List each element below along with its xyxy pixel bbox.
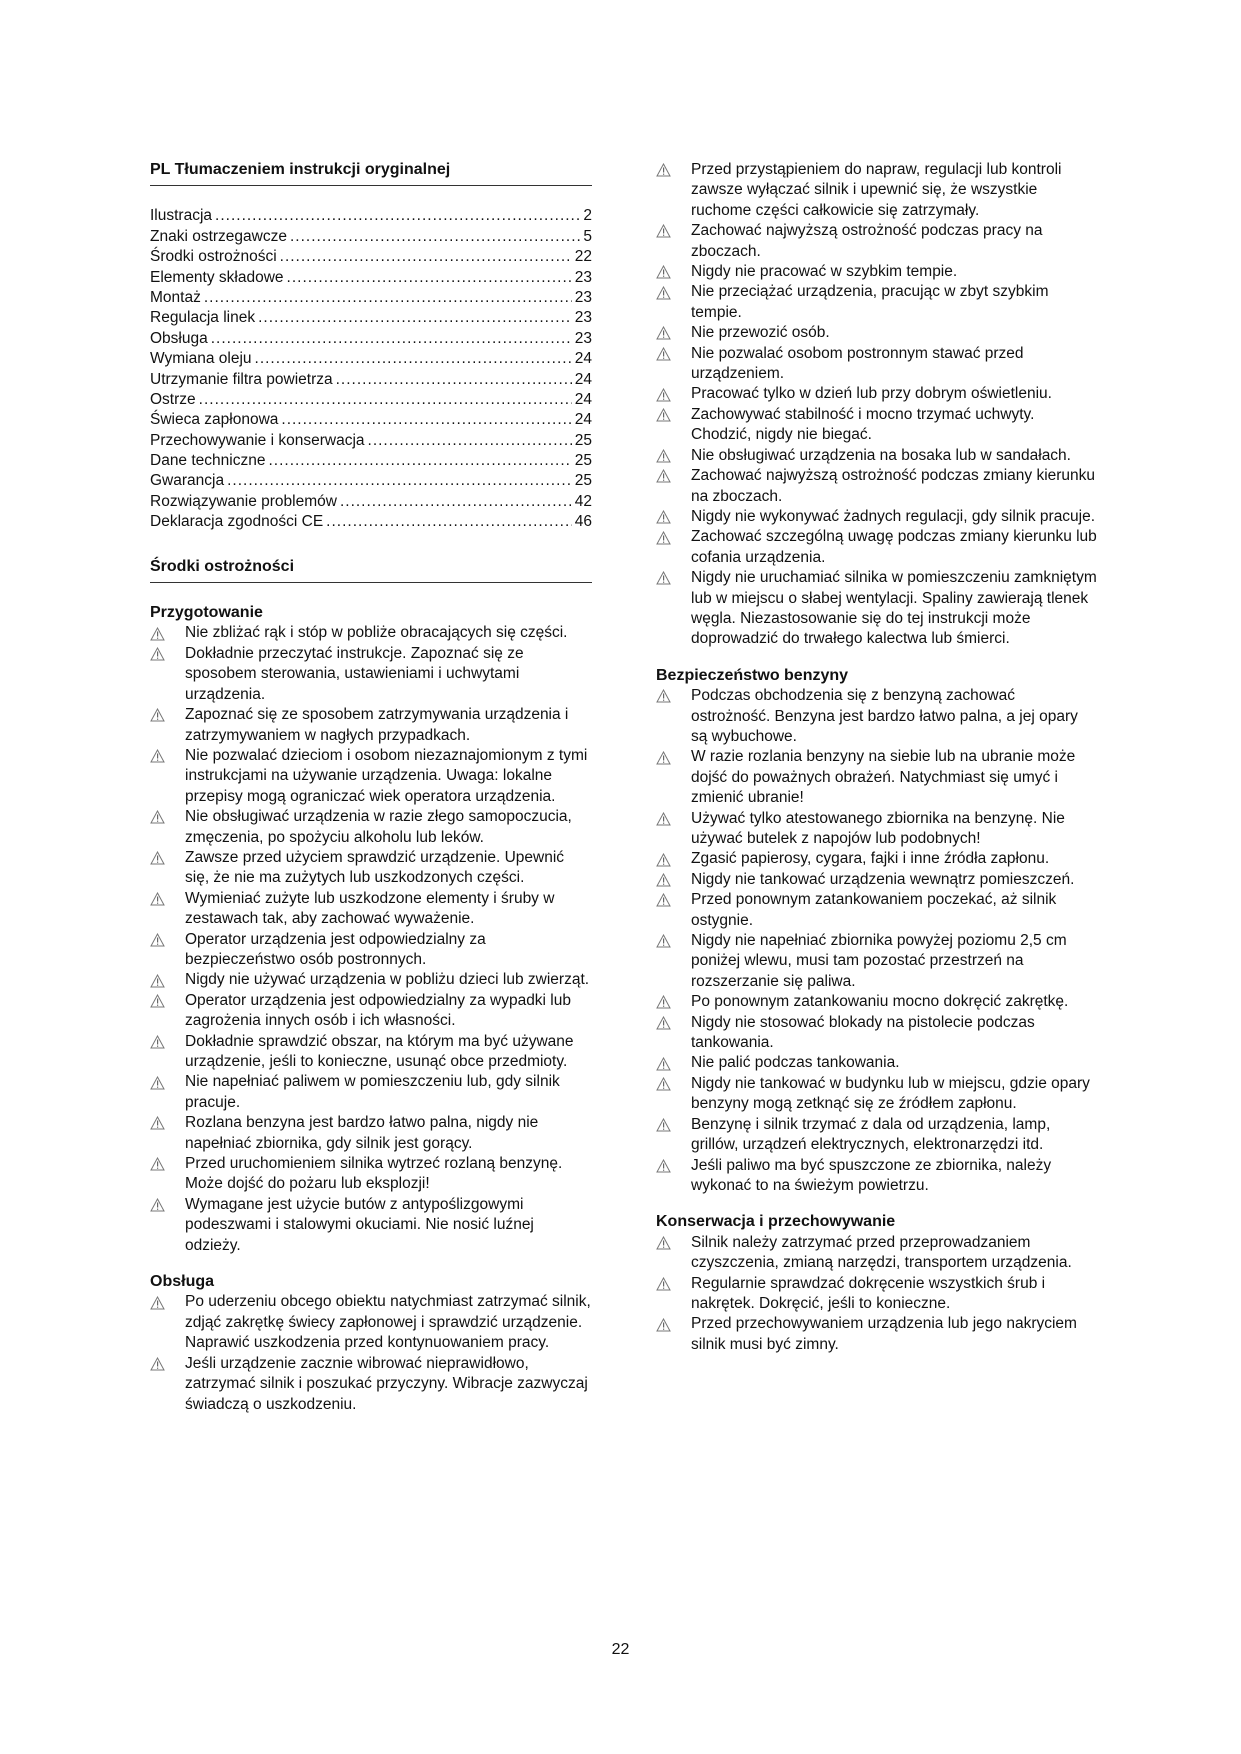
warning-text: Podczas obchodzenia się z benzyną zachować ostrożność. Benzyna jest bardzo łatwo palna, a jej opary są wybuchowe. xyxy=(691,687,1078,745)
toc-leader-dots xyxy=(280,247,572,267)
warning-list-item xyxy=(656,747,1098,808)
warning-list-item xyxy=(150,746,592,807)
warning-text: Zgasić papierosy, cygara, fajki i inne źródła zapłonu. xyxy=(691,850,1050,868)
toc-entry-title: Ostrze xyxy=(150,390,196,408)
warning-list-item xyxy=(656,849,1098,869)
warning-text: Po uderzeniu obcego obiektu natychmiast zatrzymać silnik, zdjąć zakrętkę świecy zapłonowej i sprawdzić urządzenie. Naprawić uszkodzenia przed kontynuowaniem pracy. xyxy=(185,1293,591,1352)
toc-entry xyxy=(150,308,592,328)
warning-text: Dokładnie przeczytać instrukcje. Zapoznać się ze sposobem sterowania, ustawieniami i uchwytami urządzenia. xyxy=(185,644,524,703)
toc-entry-page: 42 xyxy=(574,492,592,510)
toc-entry xyxy=(150,349,592,369)
toc-entry xyxy=(150,512,592,532)
toc-leader-dots xyxy=(340,492,572,512)
warning-text: Nie napełniać paliwem w pomieszczeniu lub, gdy silnik pracuje. xyxy=(185,1073,560,1111)
warning-list-item xyxy=(656,446,1098,466)
warning-list-item xyxy=(656,1156,1098,1197)
warning-text: Nie obsługiwać urządzenia w razie złego samopoczucia, zmęczenia, po spożyciu alkoholu lub leków. xyxy=(185,808,572,846)
warning-text: Benzynę i silnik trzymać z dala od urządzenia, lamp, grillów, urządzeń elektrycznych, elektronarzędzi itd. xyxy=(691,1115,1051,1154)
warning-text: Nigdy nie tankować urządzenia wewnątrz pomieszczeń. xyxy=(691,870,1075,888)
toc-entry-title: Elementy składowe xyxy=(150,268,284,286)
document-header: PL Tłumaczeniem instrukcji oryginalnej xyxy=(150,160,592,186)
toc-entry-title: Świeca zapłonowa xyxy=(150,411,279,429)
warning-list-item xyxy=(150,644,592,705)
warning-triangle-icon xyxy=(656,747,691,767)
operation-list xyxy=(150,1292,592,1414)
warning-text: Przed uruchomieniem silnika wytrzeć rozlaną benzynę. Może dojść do pożaru lub eksplozji! xyxy=(185,1155,563,1193)
toc-entry-title: Obsługa xyxy=(150,329,208,347)
toc-entry-page: 24 xyxy=(574,411,592,429)
warning-triangle-icon xyxy=(150,644,185,664)
warning-triangle-icon xyxy=(656,384,691,404)
toc-entry-page: 24 xyxy=(574,370,592,388)
preparation-list xyxy=(150,623,592,1256)
warning-text: Wymagane jest użycie butów z antypoślizgowymi podeszwami i stalowymi okuciami. Nie nosić luźnej odzieży. xyxy=(185,1195,534,1254)
warning-triangle-icon xyxy=(656,809,691,829)
preparation-title: Przygotowanie xyxy=(150,604,263,622)
operation-title: Obsługa xyxy=(150,1273,215,1291)
toc-entry-page: 25 xyxy=(574,452,592,470)
warning-triangle-icon xyxy=(150,1292,185,1312)
toc-entry xyxy=(150,247,592,267)
toc-entry xyxy=(150,288,592,308)
warning-list-item xyxy=(656,1074,1098,1115)
warning-list-item xyxy=(656,1314,1098,1355)
warning-triangle-icon xyxy=(150,705,185,725)
warning-text: Zapoznać się ze sposobem zatrzymywania urządzenia i zatrzymywaniem w nagłych przypadkach. xyxy=(185,706,569,744)
warning-list-item xyxy=(150,807,592,848)
warning-triangle-icon xyxy=(656,931,691,951)
warning-text: Zachować szczególną uwagę podczas zmiany kierunku lub cofania urządzenia. xyxy=(691,528,1097,566)
warning-triangle-icon xyxy=(656,568,691,588)
warning-text: Jeśli paliwo ma być spuszczone ze zbiornika, należy wykonać to na świeżym powietrzu. xyxy=(691,1156,1052,1194)
toc-entry xyxy=(150,227,592,247)
toc-entry xyxy=(150,451,592,471)
toc-entry-title: Utrzymanie filtra powietrza xyxy=(150,370,333,388)
toc-entry-title: Środki ostrożności xyxy=(150,248,277,266)
warning-text: Nie pozwalać dzieciom i osobom niezaznajomionym z tymi instrukcjami na używanie urządzenia. Uwaga: lokalne przepisy mogą ograniczać wiek operatora urządzenia. xyxy=(185,746,588,805)
warning-triangle-icon xyxy=(656,282,691,302)
warning-text: Nie obsługiwać urządzenia na bosaka lub w sandałach. xyxy=(691,446,1071,464)
warning-text: Zawsze przed użyciem sprawdzić urządzenie. Upewnić się, że nie ma zużytych lub uszkodzonych części. xyxy=(185,848,565,887)
warning-text: Nigdy nie uruchamiać silnika w pomieszczeniu zamkniętym lub w miejscu o słabej wentylacji. Spaliny zawierają tlenek węgla. Niezastosowanie się do tej instrukcji może doprowadzić do trwałego kalectwa lub śmierci. xyxy=(691,569,1097,648)
toc-leader-dots xyxy=(290,227,580,247)
toc-entry xyxy=(150,431,592,451)
warning-text: Nie zbliżać rąk i stóp w pobliże obracających się części. xyxy=(185,624,568,642)
fuel-safety-title: Bezpieczeństwo benzyny xyxy=(656,666,849,684)
warning-list-item xyxy=(150,848,592,889)
warning-triangle-icon xyxy=(656,1314,691,1334)
operation-continued-list xyxy=(656,160,1098,650)
warning-text: Pracować tylko w dzień lub przy dobrym oświetleniu. xyxy=(691,385,1052,403)
warning-triangle-icon xyxy=(656,160,691,180)
toc-entry-page: 25 xyxy=(574,472,592,490)
warning-triangle-icon xyxy=(656,221,691,241)
warning-text: Przed ponownym zatankowaniem poczekać, aż silnik ostygnie. xyxy=(691,891,1057,929)
toc-entry-title: Regulacja linek xyxy=(150,309,256,327)
warning-text: Operator urządzenia jest odpowiedzialny za bezpieczeństwo osób postronnych. xyxy=(185,930,486,968)
page-number: 22 xyxy=(611,1641,630,1658)
toc-entry xyxy=(150,206,592,226)
warning-triangle-icon xyxy=(150,1032,185,1052)
warning-triangle-icon xyxy=(150,848,185,868)
toc-leader-dots xyxy=(258,308,572,328)
warning-list-item xyxy=(656,466,1098,507)
warning-text: Zachować najwyższą ostrożność podczas zmiany kierunku na zboczach. xyxy=(691,467,1096,505)
left-column xyxy=(150,160,592,1415)
warning-text: Nigdy nie napełniać zbiornika powyżej poziomu 2,5 cm poniżej wlewu, musi tam pozostać przestrzeń na rozszerzanie się paliwa. xyxy=(691,932,1067,990)
toc-entry-page: 23 xyxy=(574,288,592,306)
warning-triangle-icon xyxy=(150,1154,185,1174)
toc-entry-page: 23 xyxy=(574,268,592,286)
warning-list-item xyxy=(656,809,1098,850)
warning-list-item xyxy=(150,623,592,643)
warning-triangle-icon xyxy=(656,1274,691,1294)
warning-text: Nigdy nie używać urządzenia w pobliżu dzieci lub zwierząt. xyxy=(185,971,590,989)
warning-list-item xyxy=(150,1072,592,1113)
warning-triangle-icon xyxy=(150,1195,185,1215)
warning-triangle-icon xyxy=(656,446,691,466)
warning-triangle-icon xyxy=(656,849,691,869)
warning-text: Nie pozwalać osobom postronnym stawać przed urządzeniem. xyxy=(691,344,1024,383)
warning-text: Używać tylko atestowanego zbiornika na benzynę. Nie używać butelek z napojów lub podobnych! xyxy=(691,809,1065,847)
warning-triangle-icon xyxy=(656,344,691,364)
toc-leader-dots xyxy=(326,512,572,532)
warning-list-item xyxy=(656,262,1098,282)
maintenance-list xyxy=(656,1233,1098,1355)
warning-list-item xyxy=(150,1154,592,1195)
toc-leader-dots xyxy=(199,390,572,410)
warning-list-item xyxy=(656,1115,1098,1156)
warning-list-item xyxy=(656,992,1098,1012)
warning-text: Wymieniać zużyte lub uszkodzone elementy i śruby w zestawach tak, aby zachować wyważenie. xyxy=(185,889,555,928)
warning-list-item xyxy=(656,344,1098,385)
warning-text: Jeśli urządzenie zacznie wibrować nieprawidłowo, zatrzymać silnik i poszukać przyczyny. Wibracje zazwyczaj świadczą o uszkodzeniu. xyxy=(185,1354,588,1413)
toc-entry-page: 23 xyxy=(574,329,592,347)
toc-entry-title: Montaż xyxy=(150,288,201,306)
right-column xyxy=(656,160,1098,1355)
warning-list-item xyxy=(656,1013,1098,1054)
warning-triangle-icon xyxy=(150,991,185,1011)
toc-entry xyxy=(150,329,592,349)
toc-leader-dots xyxy=(287,268,572,288)
warning-text: Zachowywać stabilność i mocno trzymać uchwyty. Chodzić, nigdy nie biegać. xyxy=(691,405,1035,444)
warning-triangle-icon xyxy=(656,1053,691,1073)
toc-entry-title: Znaki ostrzegawcze xyxy=(150,227,287,245)
toc-entry-title: Wymiana oleju xyxy=(150,350,252,368)
toc-entry-page: 25 xyxy=(574,431,592,449)
warning-triangle-icon xyxy=(656,405,691,425)
warning-triangle-icon xyxy=(656,992,691,1012)
toc-leader-dots xyxy=(211,329,572,349)
warning-text: Zachować najwyższą ostrożność podczas pracy na zboczach. xyxy=(691,222,1043,260)
toc-entry xyxy=(150,492,592,512)
warning-list-item xyxy=(150,705,592,746)
warning-triangle-icon xyxy=(656,1074,691,1094)
warning-list-item xyxy=(656,890,1098,931)
warning-list-item xyxy=(150,991,592,1032)
warning-text: Rozlana benzyna jest bardzo łatwo palna, nigdy nie napełniać zbiornika, gdy silnik jest gorący. xyxy=(185,1114,539,1152)
warning-triangle-icon xyxy=(150,930,185,950)
warning-text: Nigdy nie pracować w szybkim tempie. xyxy=(691,263,958,281)
safety-heading: Środki ostrożności xyxy=(150,557,592,583)
table-of-contents xyxy=(150,206,592,532)
toc-entry-page: 46 xyxy=(574,513,592,531)
warning-triangle-icon xyxy=(656,686,691,706)
warning-triangle-icon xyxy=(150,889,185,909)
warning-triangle-icon xyxy=(150,807,185,827)
toc-leader-dots xyxy=(204,288,572,308)
toc-entry-page: 22 xyxy=(574,248,592,266)
warning-list-item xyxy=(656,686,1098,747)
warning-triangle-icon xyxy=(150,970,185,990)
warning-triangle-icon xyxy=(656,1233,691,1253)
warning-list-item xyxy=(656,221,1098,262)
toc-entry xyxy=(150,370,592,390)
toc-leader-dots xyxy=(255,349,572,369)
toc-entry-title: Ilustracja xyxy=(150,207,213,225)
warning-list-item xyxy=(150,1032,592,1073)
warning-triangle-icon xyxy=(150,623,185,643)
warning-text: W razie rozlania benzyny na siebie lub na ubranie może dojść do poważnych obrażeń. Natychmiast się umyć i zmienić ubranie! xyxy=(691,748,1076,807)
warning-text: Nie przewozić osób. xyxy=(691,324,830,342)
warning-triangle-icon xyxy=(150,1072,185,1092)
toc-entry-title: Dane techniczne xyxy=(150,452,266,470)
warning-text: Nigdy nie stosować blokady na pistolecie podczas tankowania. xyxy=(691,1013,1035,1052)
warning-list-item xyxy=(656,1053,1098,1073)
fuel-safety-list xyxy=(656,686,1098,1196)
warning-text: Operator urządzenia jest odpowiedzialny za wypadki lub zagrożenia innych osób i ich własności. xyxy=(185,991,571,1030)
toc-entry-page: 5 xyxy=(583,227,592,245)
warning-triangle-icon xyxy=(656,466,691,486)
warning-list-item xyxy=(656,282,1098,323)
warning-text: Nigdy nie tankować w budynku lub w miejscu, gdzie opary benzyny mogą zetknąć się ze źródłem zapłonu. xyxy=(691,1074,1090,1113)
warning-triangle-icon xyxy=(150,1113,185,1133)
warning-list-item xyxy=(656,1233,1098,1274)
warning-triangle-icon xyxy=(656,1156,691,1176)
toc-entry-title: Przechowywanie i konserwacja xyxy=(150,431,365,449)
toc-leader-dots xyxy=(336,370,572,390)
warning-text: Regularnie sprawdzać dokręcenie wszystkich śrub i nakrętek. Dokręcić, jeśli to konieczne. xyxy=(691,1274,1046,1312)
warning-list-item xyxy=(150,970,592,990)
warning-triangle-icon xyxy=(150,1354,185,1374)
warning-triangle-icon xyxy=(656,507,691,527)
warning-text: Silnik należy zatrzymać przed przeprowadzaniem czyszczenia, zmianą narzędzi, transportem urządzenia. xyxy=(691,1233,1072,1272)
warning-list-item xyxy=(656,870,1098,890)
warning-list-item xyxy=(656,323,1098,343)
maintenance-title: Konserwacja i przechowywanie xyxy=(656,1213,896,1231)
warning-list-item xyxy=(656,507,1098,527)
warning-triangle-icon xyxy=(656,323,691,343)
toc-entry xyxy=(150,390,592,410)
warning-text: Przed przechowywaniem urządzenia lub jego nakryciem silnik musi być zimny. xyxy=(691,1315,1077,1353)
warning-list-item xyxy=(150,889,592,930)
warning-list-item xyxy=(656,384,1098,404)
toc-leader-dots xyxy=(215,206,580,226)
warning-list-item xyxy=(656,568,1098,650)
warning-triangle-icon xyxy=(656,870,691,890)
warning-text: Przed przystąpieniem do napraw, regulacji lub kontroli zawsze wyłączać silnik i upewnić się, że wszystkie ruchome części całkowicie się zatrzymały. xyxy=(691,161,1062,219)
warning-list-item xyxy=(150,1354,592,1415)
warning-list-item xyxy=(150,930,592,971)
toc-entry-page: 24 xyxy=(574,350,592,368)
warning-text: Dokładnie sprawdzić obszar, na którym ma być używane urządzenie, jeśli to konieczne, usunąć obce przedmioty. xyxy=(185,1032,574,1070)
warning-triangle-icon xyxy=(656,262,691,282)
warning-triangle-icon xyxy=(656,1013,691,1033)
warning-list-item xyxy=(150,1292,592,1353)
toc-entry-page: 23 xyxy=(574,309,592,327)
warning-text: Nie palić podczas tankowania. xyxy=(691,1054,900,1072)
toc-leader-dots xyxy=(268,451,571,471)
toc-leader-dots xyxy=(368,431,572,451)
toc-entry-page: 24 xyxy=(574,390,592,408)
warning-text: Nie przeciążać urządzenia, pracując w zbyt szybkim tempie. xyxy=(691,283,1049,321)
toc-leader-dots xyxy=(227,471,572,491)
warning-list-item xyxy=(656,527,1098,568)
warning-triangle-icon xyxy=(656,890,691,910)
warning-text: Po ponownym zatankowaniu mocno dokręcić zakrętkę. xyxy=(691,993,1069,1011)
toc-entry xyxy=(150,410,592,430)
warning-list-item xyxy=(656,931,1098,992)
warning-list-item xyxy=(656,405,1098,446)
warning-list-item xyxy=(656,1274,1098,1315)
toc-entry-page: 2 xyxy=(583,207,592,225)
toc-entry-title: Gwarancja xyxy=(150,472,225,490)
toc-entry xyxy=(150,471,592,491)
warning-list-item xyxy=(656,160,1098,221)
toc-entry xyxy=(150,268,592,288)
warning-triangle-icon xyxy=(656,1115,691,1135)
warning-triangle-icon xyxy=(150,746,185,766)
toc-leader-dots xyxy=(281,410,571,430)
warning-list-item xyxy=(150,1113,592,1154)
warning-list-item xyxy=(150,1195,592,1256)
toc-entry-title: Rozwiązywanie problemów xyxy=(150,492,337,510)
warning-triangle-icon xyxy=(656,527,691,547)
warning-text: Nigdy nie wykonywać żadnych regulacji, gdy silnik pracuje. xyxy=(691,507,1096,525)
toc-entry-title: Deklaracja zgodności CE xyxy=(150,513,324,531)
